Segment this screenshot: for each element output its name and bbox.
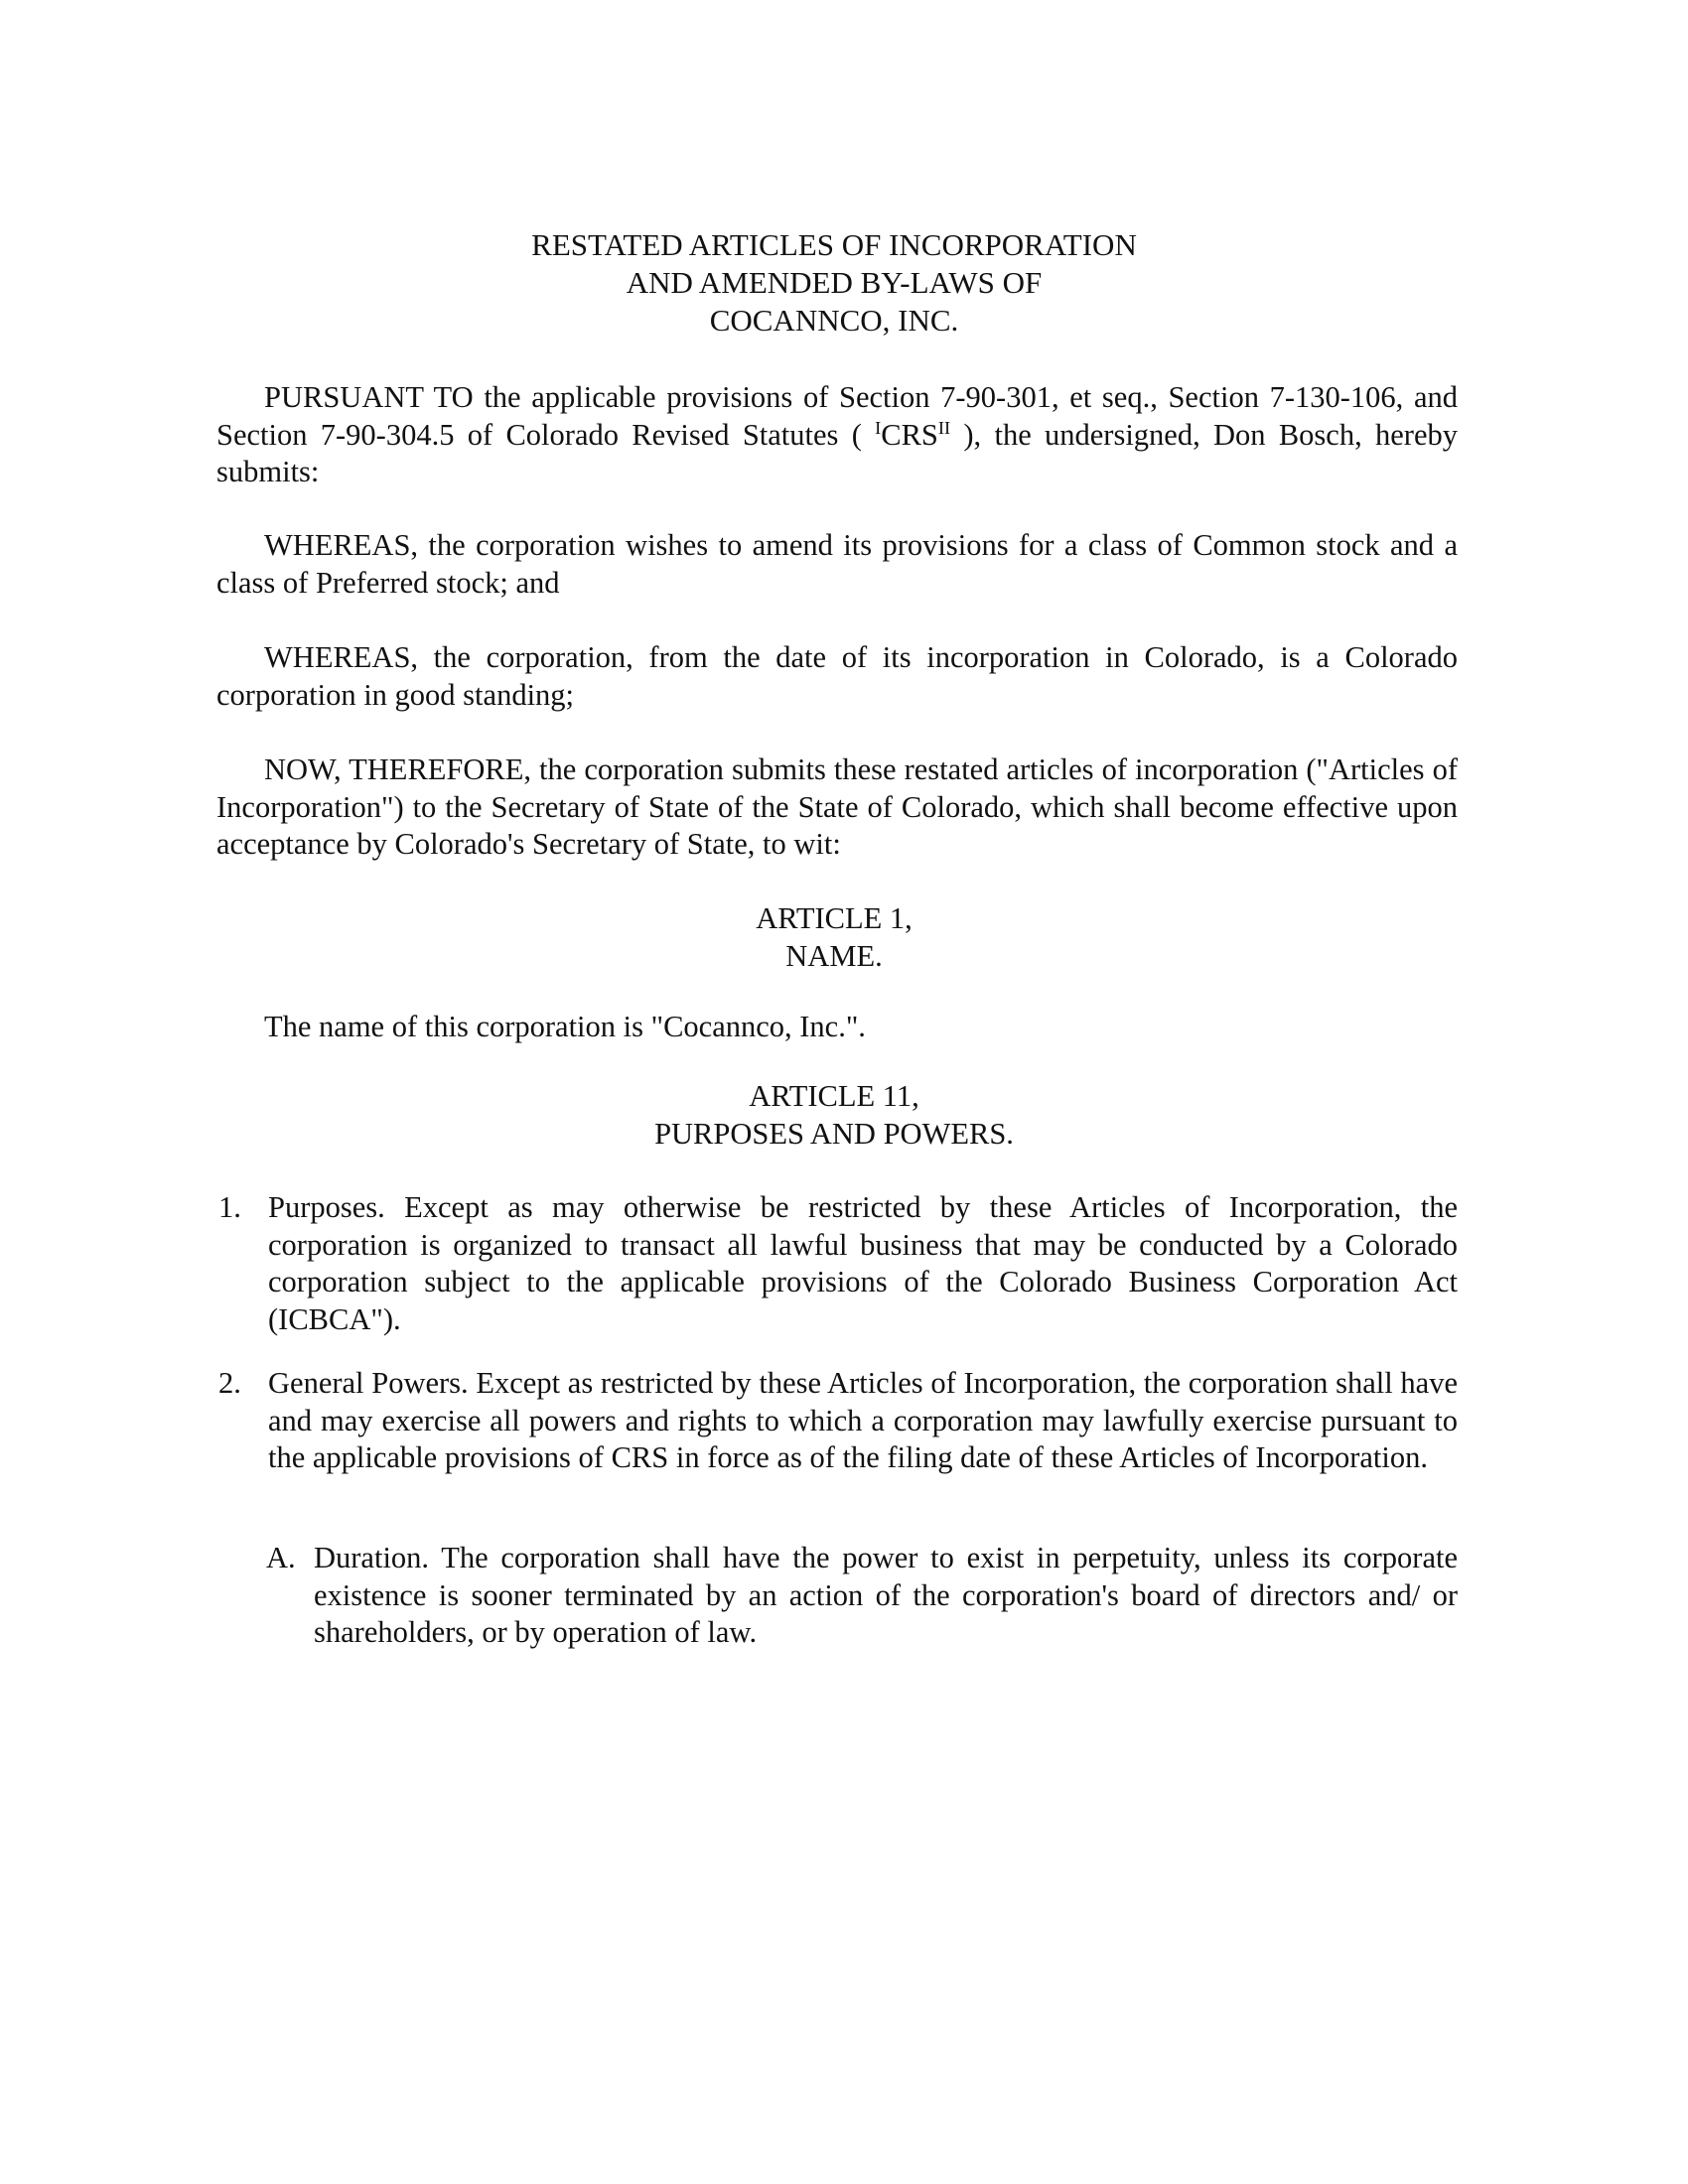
article-2-title: PURPOSES AND POWERS. [654, 1117, 1014, 1151]
whereas-1-text: WHEREAS, the corporation wishes to amend its provisions for a class of Common stock and a class of Preferred stock; and [216, 528, 1458, 600]
corporation-name-text: The name of this corporation is "Cocannco, Inc.". [264, 1010, 866, 1043]
article-1-heading [0, 899, 1668, 975]
article-1-title: NAME. [785, 939, 883, 973]
whereas-paragraph-1 [216, 527, 1458, 602]
list-item [218, 1365, 1458, 1477]
list-item-number: 1. [218, 1190, 241, 1224]
whereas-2-text: WHEREAS, the corporation, from the date of its incorporation in Colorado, is a Colorado corporation in good standing; [216, 640, 1458, 712]
title-line-1: RESTATED ARTICLES OF INCORPORATION [531, 227, 1137, 262]
article-1-text [216, 1009, 1458, 1046]
title-line-2: AND AMENDED BY-LAWS OF [626, 265, 1043, 300]
pursuant-paragraph [216, 379, 1458, 491]
superscript-open: I [875, 417, 882, 438]
list-item-number: 2. [218, 1366, 241, 1400]
article-2-heading [0, 1077, 1668, 1153]
superscript-close: II [937, 417, 951, 438]
general-powers-text: General Powers. Except as restricted by these Articles of Incorporation, the corporation shall have and may exercise all powers and rights to which a corporation may lawfully exercise pursuant to the applicable provisions of CRS in force as of the filing date of these Articles of Incorporation. [268, 1366, 1458, 1474]
purposes-text: Purposes. Except as may otherwise be restricted by these Articles of Incorporation, the corporation is organized to transact all lawful business that may be conducted by a Colorado corporation subject to the applicable provisions of the Colorado Business Corporation Act (ICBCA"). [268, 1190, 1458, 1336]
crs-abbrev: CRS [881, 417, 938, 452]
list-item [218, 1189, 1458, 1338]
document-title [0, 226, 1668, 340]
article-2-number: ARTICLE 11, [749, 1079, 919, 1113]
article-1-number: ARTICLE 1, [756, 901, 913, 935]
title-line-3: COCANNCO, INC. [709, 303, 959, 338]
duration-text: Duration. The corporation shall have the power to exist in perpetuity, unless its corporate existence is sooner terminated by an action of the corporation's board of directors and/ or shareholders, or by operation of law. [314, 1541, 1458, 1649]
now-therefore-paragraph [216, 751, 1458, 864]
now-therefore-text: NOW, THEREFORE, the corporation submits these restated articles of incorporation ("Articles of Incorporation") to the Secretary of State of the State of Colorado, which shall become effective upon acceptance by Colorado's Secretary of State, to wit: [216, 752, 1458, 861]
whereas-paragraph-2 [216, 639, 1458, 714]
sub-list-item-letter: A. [266, 1541, 296, 1574]
pursuant-text-start: PURSUANT TO the applicable provisions of Section 7-90-301, et seq., Section 7-130-106, and Section 7-90-304.5 of Colorado Revised Statutes ( [216, 380, 1458, 452]
sub-list-item [266, 1540, 1458, 1652]
pursuant-text-end: ), the undersigned, Don Bosch, hereby submits: [216, 417, 1458, 488]
